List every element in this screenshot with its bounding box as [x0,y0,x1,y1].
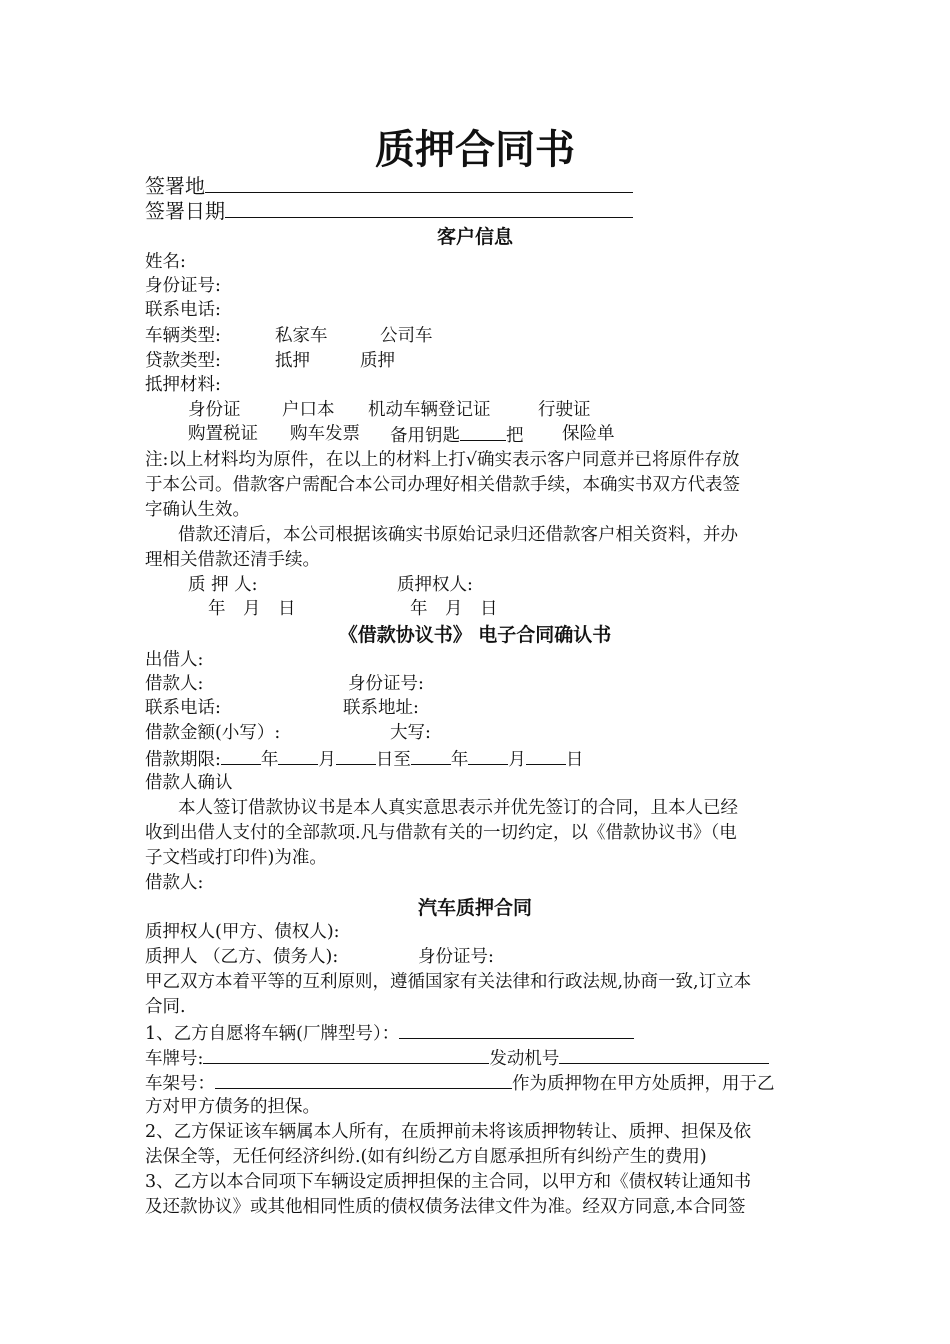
pledgor-party-label: 质押人 （乙方、债务人): [145,947,339,967]
lender-label: 出借人: [145,650,204,670]
vehicle-type-company: 公司车 [380,326,433,346]
term-month-blank [278,746,318,765]
material-purchase-tax: 购置税证 [188,424,258,444]
frame-blank [215,1070,512,1089]
frame-tail: 作为质押物在甲方处质押，用于乙 [512,1074,775,1094]
note-line-3: 字确认生效。 [145,500,250,520]
brand-model-blank [399,1020,634,1039]
term-year-blank [221,746,261,765]
term-year2: 年 [450,750,469,770]
clause-3-line-1: 3、乙方以本合同项下车辆设定质押担保的主合同，以甲方和《债权转让通知书 [145,1172,752,1192]
term-year: 年 [260,750,279,770]
pledgee-party-label: 质押权人(甲方、债权人): [145,922,340,942]
material-vehicle-registration: 机动车辆登记证 [368,400,491,420]
note-line-1: 注:以上材料均为原件，在以上的材料上打√确实表示客户同意并已将原件存放 [145,450,740,470]
borrower-label: 借款人: [145,674,204,694]
material-spare-key [390,422,524,448]
loan-type-pledge: 质押 [360,351,395,371]
amount-big-label: 大写: [390,723,431,743]
phone-label: 联系电话: [145,300,221,320]
pledgor-date: 年 月 日 [208,599,296,619]
term-day2: 日 [565,750,584,770]
clause-3-line-2: 及还款协议》或其他相同性质的债权债务法律文件为准。经双方同意,本合同签 [145,1197,746,1217]
plate-engine-line [145,1045,769,1071]
borrower-id-label: 身份证号: [348,674,424,694]
engine-label: 发动机号 [489,1049,560,1069]
sign-date-label: 签署日期 [145,199,225,223]
id-label: 身份证号: [145,276,221,296]
term-day-to: 日至 [375,750,411,770]
loan-type-label: 贷款类型: [145,351,221,371]
plate-blank [203,1045,489,1064]
confirm-line-3: 子文档或打印件)为准。 [145,848,327,868]
intro-line-2: 合同. [145,997,186,1017]
repay-line-2: 理相关借款还清手续。 [145,550,320,570]
loan-term-line [145,746,583,772]
confirm-line-1: 本人签订借款协议书是本人真实意思表示并优先签订的合同，且本人已经 [178,798,738,818]
car-contract-heading: 汽车质押合同 [417,897,532,919]
clause-2-line-2: 法保全等，无任何经济纠纷.(如有纠纷乙方自愿承担所有纠纷产生的费用) [145,1147,707,1167]
material-invoice: 购车发票 [290,424,360,444]
clause-1-end: 方对甲方债务的担保。 [145,1097,320,1117]
clause-1-text: 1、乙方自愿将车辆(厂牌型号）： [145,1024,400,1044]
loan-confirm-heading: 《借款协议书》 电子合同确认书 [338,624,612,646]
pledgee-signature-label: 质押权人: [397,575,473,595]
borrower-confirm-label: 借款人确认 [145,773,233,793]
engine-blank [559,1045,769,1064]
name-label: 姓名: [145,252,186,272]
document-title: 质押合同书 [375,127,575,173]
clause-2-line-1: 2、乙方保证该车辆属本人所有，在质押前未将该质押物转让、质押、担保及依 [145,1122,752,1142]
vehicle-type-private: 私家车 [275,326,328,346]
spare-key-unit: 把 [506,426,524,446]
confirm-line-2: 收到出借人支付的全部款项.凡与借款有关的一切约定，以《借款协议书》（电 [145,823,737,843]
material-id-card: 身份证 [188,400,241,420]
term-day2-blank [526,746,566,765]
borrower-signature-label: 借款人: [145,873,204,893]
material-household-register: 户口本 [282,400,335,420]
repay-line-1: 借款还清后，本公司根据该确实书原始记录归还借款客户相关资料，并办 [178,525,738,545]
contact-address-label: 联系地址: [343,698,419,718]
material-driving-license: 行驶证 [538,400,591,420]
term-month2: 月 [508,750,526,770]
loan-type-mortgage: 抵押 [275,351,310,371]
sign-date-line [145,198,633,224]
term-year2-blank [411,746,451,765]
vehicle-type-label: 车辆类型: [145,326,221,346]
plate-label: 车牌号: [145,1049,204,1069]
contact-phone-label: 联系电话: [145,698,221,718]
customer-info-heading: 客户信息 [436,226,513,248]
clause-1-line [145,1020,634,1046]
sign-date-blank [225,199,633,218]
term-month: 月 [318,750,336,770]
material-insurance: 保险单 [562,424,615,444]
term-label: 借款期限: [145,750,221,770]
sign-place-label: 签署地 [145,174,205,198]
pledgor-id-label: 身份证号: [418,947,494,967]
frame-line [145,1070,775,1096]
term-day-blank [336,746,376,765]
pledgee-date: 年 月 日 [410,599,498,619]
spare-key-label: 备用钥匙 [390,426,460,446]
term-month2-blank [468,746,508,765]
materials-label: 抵押材料: [145,375,221,395]
note-line-2: 于本公司。借款客户需配合本公司办理好相关借款手续，本确实书双方代表签 [145,475,740,495]
intro-line-1: 甲乙双方本着平等的互利原则，遵循国家有关法律和行政法规,协商一致,订立本 [145,972,752,992]
amount-small-label: 借款金额(小写）: [145,723,281,743]
pledgor-signature-label: 质 押 人: [188,575,258,595]
spare-key-blank [460,422,506,441]
sign-place-line [145,173,633,199]
sign-place-blank [205,174,633,193]
frame-label: 车架号： [145,1074,215,1094]
